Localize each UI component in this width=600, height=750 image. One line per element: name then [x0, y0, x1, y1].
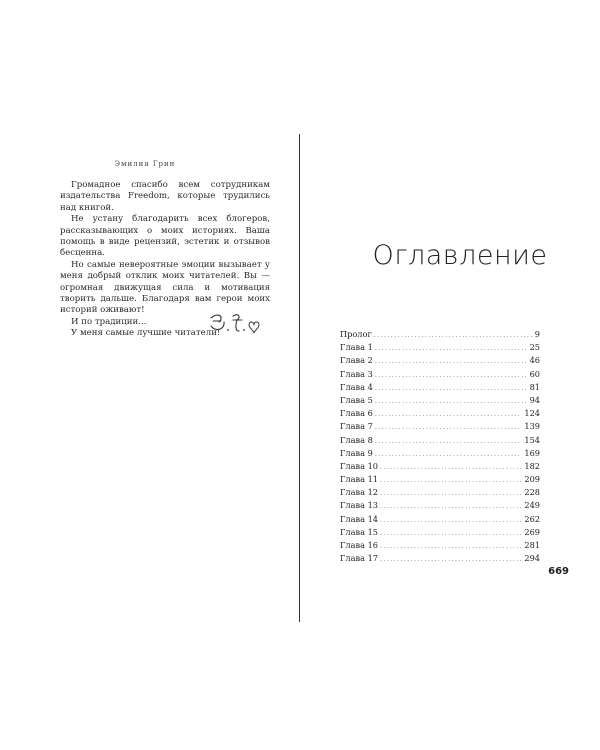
toc-entry-label: Глава 7	[340, 421, 373, 432]
toc-entry	[340, 407, 540, 420]
toc-leader-dots	[375, 408, 523, 421]
acknowledgement-paragraph: Громадное спасибо всем сотрудникам издательства Freedom, которые трудились над книгой.	[60, 180, 270, 213]
toc-leader-dots	[380, 527, 522, 540]
toc-leader-dots	[375, 355, 528, 368]
toc-entry-label: Глава 2	[340, 355, 373, 366]
author-signature	[205, 308, 265, 338]
toc-leader-dots	[375, 435, 523, 448]
toc-entry	[340, 460, 540, 473]
toc-leader-dots	[374, 329, 533, 342]
toc-entry-page: 294	[524, 553, 540, 564]
toc-entry-page: 9	[534, 329, 540, 339]
toc-entry-page: 281	[524, 540, 540, 550]
toc-leader-dots	[375, 369, 528, 382]
toc-title: Оглавление	[372, 240, 548, 271]
toc-entry-page: 60	[529, 368, 540, 379]
toc-entry-page: 182	[524, 460, 540, 471]
toc-entry-page: 262	[524, 513, 540, 524]
toc-entry-label: Глава 6	[340, 408, 373, 419]
toc-entry	[340, 526, 540, 539]
toc-leader-dots	[375, 448, 523, 461]
toc-entry-label: Глава 15	[340, 526, 379, 537]
toc-list	[340, 328, 540, 565]
toc-entry-page: 249	[524, 500, 540, 511]
toc-entry-label: Глава 9	[340, 447, 373, 458]
toc-entry	[340, 354, 540, 367]
toc-entry	[340, 499, 540, 512]
toc-entry	[340, 473, 540, 486]
toc-leader-dots	[380, 553, 522, 566]
toc-entry-page: 228	[524, 487, 540, 498]
running-head: Эмилия Грин	[114, 160, 176, 168]
toc-entry-label: Глава 16	[340, 540, 379, 550]
toc-entry-label: Глава 1	[340, 342, 373, 353]
toc-entry-page: 154	[524, 434, 540, 445]
toc-leader-dots	[380, 487, 522, 500]
toc-entry	[340, 368, 540, 381]
toc-leader-dots	[375, 421, 523, 434]
toc-leader-dots	[380, 474, 522, 487]
left-page	[0, 0, 299, 750]
toc-entry	[340, 539, 540, 552]
toc-entry	[340, 394, 540, 407]
toc-entry-page: 139	[524, 421, 540, 432]
toc-entry	[340, 513, 540, 526]
toc-entry-page: 269	[524, 526, 540, 537]
toc-entry-label: Глава 8	[340, 434, 373, 445]
toc-entry-label: Глава 5	[340, 394, 373, 405]
page-number: 669	[548, 566, 569, 577]
toc-entry	[340, 420, 540, 433]
toc-leader-dots	[375, 395, 528, 408]
toc-leader-dots	[375, 382, 528, 395]
toc-leader-dots	[380, 540, 522, 553]
toc-entry-label: Глава 11	[340, 474, 379, 485]
toc-entry-page: 209	[524, 474, 540, 485]
acknowledgement-paragraph: Но самые невероятные эмоции вызывает у меня добрый отклик моих читателей. Вы — огромная движущая сила и мотивация творить дальше. Благодаря вам герои моих историй оживают!	[60, 259, 270, 316]
acknowledgement-paragraph: Не устану благодарить всех блогеров, рассказывающих о моих историях. Ваша помощь в виде рецензий, эстетик и отзывов бесценна.	[60, 214, 270, 259]
toc-entry	[340, 552, 540, 565]
toc-entry-label: Глава 3	[340, 368, 373, 379]
toc-entry-label: Глава 4	[340, 381, 373, 392]
toc-entry-page: 46	[529, 355, 540, 366]
toc-entry	[340, 381, 540, 394]
toc-entry-label: Пролог	[340, 329, 372, 339]
toc-entry	[340, 486, 540, 499]
toc-leader-dots	[375, 342, 528, 355]
right-page	[300, 0, 600, 750]
toc-entry-label: Глава 17	[340, 553, 379, 564]
toc-entry	[340, 341, 540, 354]
toc-entry-label: Глава 10	[340, 460, 379, 471]
toc-entry-label: Глава 14	[340, 513, 379, 524]
toc-leader-dots	[380, 514, 522, 527]
toc-entry	[340, 447, 540, 460]
toc-entry-label: Глава 13	[340, 500, 379, 511]
toc-entry-page: 124	[524, 408, 540, 419]
toc-entry-label: Глава 12	[340, 487, 379, 498]
toc-leader-dots	[380, 461, 522, 474]
toc-entry	[340, 328, 540, 341]
toc-entry-page: 25	[529, 342, 540, 353]
acknowledgement-paragraph: И по традиции...	[71, 316, 147, 327]
toc-leader-dots	[380, 500, 522, 513]
toc-entry-page: 169	[524, 447, 540, 458]
acknowledgement-paragraph: У меня самые лучшие читатели!	[71, 328, 221, 339]
toc-entry-page: 81	[529, 381, 540, 392]
toc-entry-page: 94	[529, 394, 540, 405]
toc-entry	[340, 434, 540, 447]
